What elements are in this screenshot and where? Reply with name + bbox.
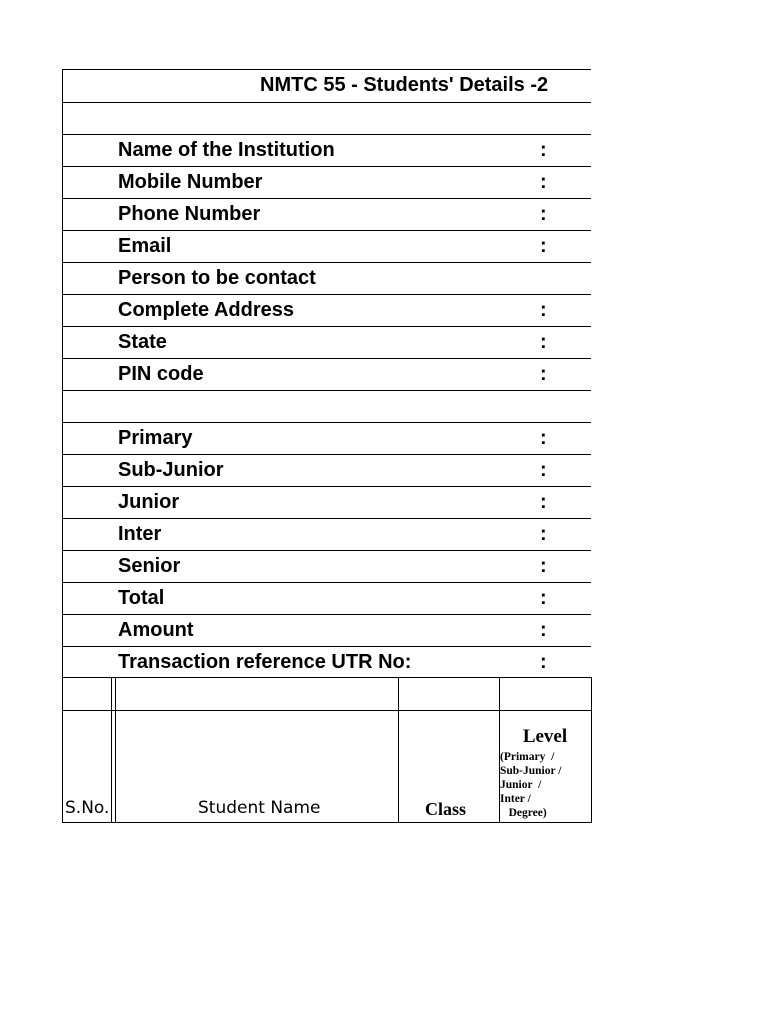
column-divider — [111, 678, 112, 822]
field-label: Total — [118, 587, 165, 609]
count-row-primary[interactable] — [63, 422, 591, 454]
count-row-inter[interactable] — [63, 518, 591, 550]
field-label: Mobile Number — [118, 171, 263, 193]
field-label: Name of the Institution — [118, 139, 335, 161]
field-row-institution[interactable] — [63, 134, 591, 166]
field-row-mobile[interactable] — [63, 166, 591, 198]
field-colon: : — [540, 203, 547, 225]
field-colon: : — [540, 523, 547, 545]
field-label: Person to be contact — [118, 267, 316, 289]
student-table — [62, 677, 592, 823]
field-label: Junior — [118, 491, 180, 513]
field-row-email[interactable] — [63, 230, 591, 262]
blank-row — [63, 102, 591, 134]
field-colon: : — [540, 363, 547, 385]
column-header-level — [500, 726, 590, 820]
field-row-address[interactable] — [63, 294, 591, 326]
field-colon: : — [540, 619, 547, 641]
field-colon: : — [540, 651, 547, 673]
count-row-sub-junior[interactable] — [63, 454, 591, 486]
field-colon: : — [540, 331, 547, 353]
field-label: Amount — [118, 619, 194, 641]
field-label: PIN code — [118, 363, 204, 385]
field-colon: : — [540, 299, 547, 321]
field-label: Primary — [118, 427, 193, 449]
field-label: Senior — [118, 555, 181, 577]
field-colon: : — [540, 587, 547, 609]
count-row-amount[interactable] — [63, 614, 591, 646]
field-label: State — [118, 331, 167, 353]
column-header-sno: S.No. — [65, 798, 110, 818]
blank-row — [63, 390, 591, 422]
field-label: Sub-Junior — [118, 459, 224, 481]
count-row-junior[interactable] — [63, 486, 591, 518]
column-header-student-name: Student Name — [198, 798, 321, 818]
level-title: Level — [522, 726, 568, 747]
table-row-divider — [63, 710, 591, 711]
column-divider — [398, 678, 399, 822]
field-colon: : — [540, 427, 547, 449]
field-colon: : — [540, 491, 547, 513]
field-colon: : — [540, 555, 547, 577]
field-label: Email — [118, 235, 172, 257]
column-header-class: Class — [425, 799, 467, 819]
field-colon: : — [540, 459, 547, 481]
column-divider — [115, 678, 116, 822]
field-colon: : — [540, 139, 547, 161]
count-row-senior[interactable] — [63, 550, 591, 582]
count-row-utr[interactable] — [63, 646, 591, 678]
field-row-pin[interactable] — [63, 358, 591, 390]
field-colon: : — [540, 235, 547, 257]
field-label: Phone Number — [118, 203, 261, 225]
field-label: Transaction reference UTR No: — [118, 651, 412, 673]
count-row-total[interactable] — [63, 582, 591, 614]
field-row-phone[interactable] — [63, 198, 591, 230]
field-row-state[interactable] — [63, 326, 591, 358]
title-row — [63, 69, 591, 102]
details-sheet — [62, 69, 591, 678]
field-row-contact-person[interactable] — [63, 262, 591, 294]
page-title: NMTC 55 - Students' Details -2 — [260, 74, 549, 96]
field-label: Inter — [118, 523, 162, 545]
field-label: Complete Address — [118, 299, 294, 321]
field-colon: : — [540, 171, 547, 193]
level-options: (Primary / Sub-Junior / Junior / Inter / Degree) — [500, 751, 562, 819]
